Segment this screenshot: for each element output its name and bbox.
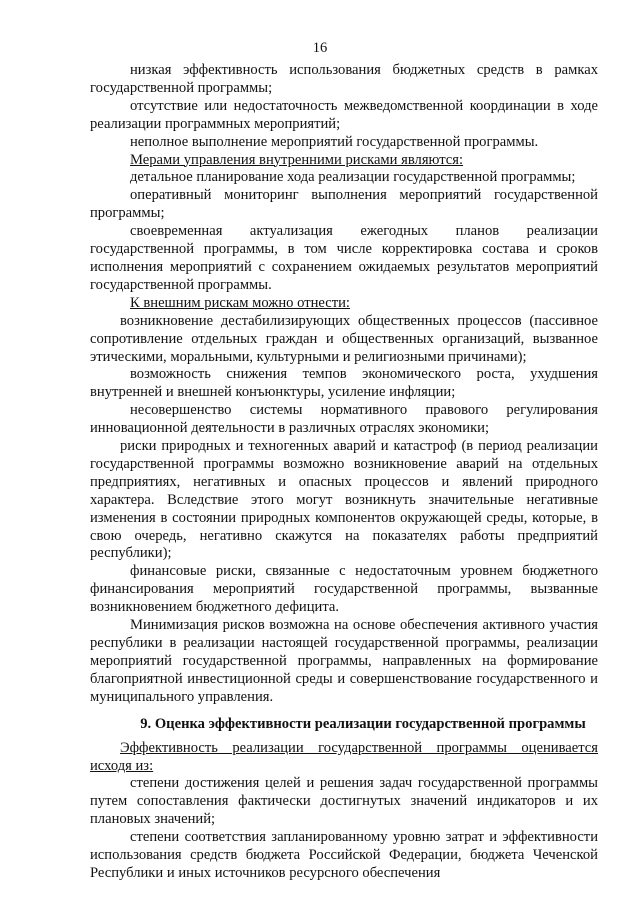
paragraph: финансовые риски, связанные с недостаточным уровнем бюджетного финансирования мероприятий государственной программы, вызванные возникновением бюджетного дефицита. xyxy=(90,563,598,616)
paragraph: степени достижения целей и решения задач государственной программы путем сопоставления фактически достигнутых значений индикаторов и их плановых значений; xyxy=(90,775,598,828)
document-body xyxy=(90,62,598,883)
paragraph: Минимизация рисков возможна на основе обеспечения активного участия республики в реализации настоящей государственной программы, реализации мероприятий государственной программы, направленных на формирование благоприятной инвестиционной среды и совершенствование государственного и муниципального управления. xyxy=(90,617,598,705)
external-risks-heading: К внешним рискам можно отнести: xyxy=(130,294,350,311)
paragraph: возникновение дестабилизирующих общественных процессов (пассивное сопротивление отдельных граждан и общественных организаций, вызванное этическими, моральными, культурными и религиозными причинами); xyxy=(90,312,598,365)
paragraph: детальное планирование хода реализации государственной программы; xyxy=(130,169,576,186)
paragraph: степени соответствия запланированному уровню затрат и эффективности использования средств бюджета Российской Федерации, бюджета Чеченской Республики и иных источников ресурсного обеспечения xyxy=(90,829,598,881)
paragraph: возможность снижения темпов экономического роста, ухудшения внутренней и внешней конъюнктуры, усиление инфляции; xyxy=(90,366,598,401)
paragraph: своевременная актуализация ежегодных планов реализации государственной программы, в том числе корректировка состава и сроков исполнения мероприятий с сохранением ожидаемых результатов мероприятий государственной программы. xyxy=(90,223,598,293)
paragraph: неполное выполнение мероприятий государственной программы. xyxy=(130,133,539,150)
internal-risk-measures-heading: Мерами управления внутренними рисками являются: xyxy=(130,151,464,168)
paragraph: несовершенство системы нормативного правового регулирования инновационной деятельности в различных отраслях экономики; xyxy=(90,402,598,437)
paragraph: низкая эффективность использования бюджетных средств в рамках государственной программы; xyxy=(90,62,598,96)
paragraph: отсутствие или недостаточность межведомственной координации в ходе реализации программных мероприятий; xyxy=(90,97,598,132)
paragraph: риски природных и техногенных аварий и катастроф (в период реализации государственной программы возможно возникновение аварий на отдельных предприятиях, негативных и опасных процессов и явлений природного характера. Вследствие этого могут возникнуть значительные негативные изменения в состоянии природных компонентов окружающей среды, которые, в свою очередь, негативно скажутся на показателях работы предприятий республики); xyxy=(90,438,598,562)
effectiveness-intro: Эффективность реализации государственной программы оценивается исходя из: xyxy=(90,739,598,774)
page-number: 16 xyxy=(312,40,328,56)
paragraph: оперативный мониторинг выполнения мероприятий государственной программы; xyxy=(90,187,598,222)
section-heading: 9. Оценка эффективности реализации государственной программы xyxy=(140,715,586,732)
